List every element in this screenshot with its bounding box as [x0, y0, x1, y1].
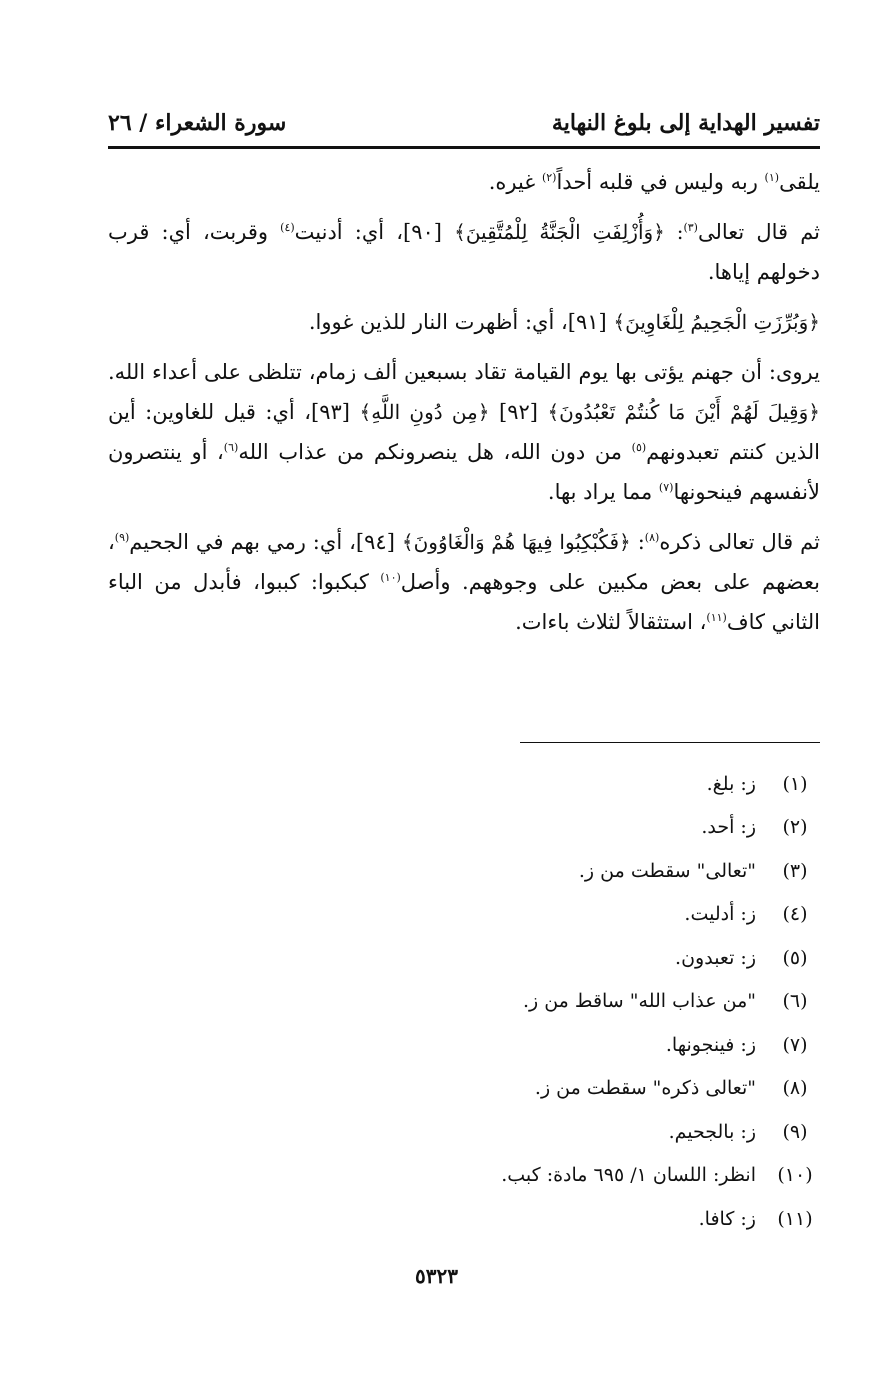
- footnote-number: (٩): [782, 1120, 808, 1143]
- footnote-number: (٨): [782, 1077, 808, 1100]
- footnote-text: "تعالى ذكره" سقطت من ز.: [534, 1077, 756, 1100]
- paragraph-1: يلقى$^{(١)}$ ربه وليس في قلبه أحداً$^{(٢)}$ غيره.: [488, 170, 820, 194]
- footnote-number: (٥): [782, 946, 808, 969]
- quran-verse: ﴿وَبُرِّزَتِ الْجَحِيمُ لِلْغَاوِينَ﴾: [613, 310, 820, 334]
- footnote-ref: (١١): [706, 611, 727, 624]
- footnote-number: (٤): [782, 903, 808, 926]
- footnote-text: ز: تعبدون.: [675, 946, 756, 969]
- footnote-item: [108, 762, 820, 806]
- footnote-text: ز: بالجحيم.: [668, 1120, 756, 1143]
- footnote-item: [108, 936, 820, 980]
- footnote-text: "تعالى" سقطت من ز.: [578, 859, 756, 882]
- footnote-text: ز: كافا.: [698, 1207, 756, 1230]
- quran-verse: ﴿فَكُبْكِبُوا فِيهَا هُمْ وَالْغَاوُونَ﴾: [401, 530, 631, 554]
- paragraph-5: ثم قال تعالى ذكره$^{(٨)}$: ﴿فَكُبْكِبُوا فِيهَا هُمْ وَالْغَاوُونَ﴾ [٩٤]، أي: رمي بهم في الجحيم$^{(٩)}$، بعضهم على بعض مكبين على وجوههم. وأصل$^{(١٠)}$ كبكبوا: كببوا، فأبدل من الباء الثاني كاف$^{(١١)}$، استثقالاً لثلاث باءات.: [108, 530, 820, 634]
- footnote-item: [108, 1067, 820, 1111]
- paragraph-4: يروى: أن جهنم يؤتى بها يوم القيامة تقاد بسبعين ألف زمام، تتلظى على أعداء الله. ﴿وَقِيلَ لَهُمْ أَيْنَ مَا كُنتُمْ تَعْبُدُونَ﴾ [٩٢] ﴿مِن دُونِ اللَّهِ﴾ [٩٣]، أي: قيل للغاوين: أين الذين كنتم تعبدونهم$^{(٥)}$ من دون الله، هل ينصرونكم من عذاب الله$^{(٦)}$، أو ينتصرون لأنفسهم فينحونها$^{(٧)}$ مما يراد بها.: [108, 360, 821, 504]
- footnote-number: (٣): [782, 859, 808, 882]
- footnotes: [108, 762, 820, 1241]
- footnote-ref: (٥): [631, 441, 647, 454]
- footnote-text: ز: أحد.: [701, 816, 756, 839]
- quran-verse: : ﴿وَأُزْلِفَتِ الْجَنَّةُ لِلْمُتَّقِينَ﴾: [454, 220, 684, 244]
- paragraph-3: ﴿وَبُرِّزَتِ الْجَحِيمُ لِلْغَاوِينَ﴾ [٩١]، أي: أظهرت النار للذين غووا.: [308, 310, 820, 334]
- footnote-text: ز: أدليت.: [684, 903, 756, 926]
- footnote-item: [108, 980, 820, 1024]
- footnote-item: [108, 893, 820, 937]
- footnote-text: ز: بلغ.: [706, 772, 756, 795]
- book-title: تفسير الهداية إلى بلوغ النهاية: [551, 110, 820, 136]
- footnote-number: (٢): [782, 816, 808, 839]
- paragraph-2: ثم قال تعالى$^{(٣)}$: ﴿وَأُزْلِفَتِ الْجَنَّةُ لِلْمُتَّقِينَ﴾ [٩٠]، أي: أدنيت$^{(٤)}$ وقربت، أي: قرب دخولهم إياها.: [108, 220, 821, 284]
- footnote-ref: (٧): [658, 481, 674, 494]
- footnote-text: انظر: اللسان ١/ ٦٩٥ مادة: كبب.: [501, 1164, 756, 1187]
- footnote-item: [108, 806, 820, 850]
- footnote-ref: (٩): [114, 531, 130, 544]
- surah-label: سورة الشعراء / ٢٦: [108, 110, 287, 136]
- footnote-ref: (٣): [683, 221, 698, 234]
- footnote-number: (٧): [782, 1033, 808, 1056]
- footnote-item: [108, 1110, 820, 1154]
- page-number: ٥٣٢٣: [415, 1264, 458, 1288]
- footnote-divider: [520, 742, 820, 743]
- header-divider: [108, 146, 820, 149]
- footnote-ref: (٦): [223, 441, 239, 454]
- footnote-ref: (٨): [644, 531, 660, 544]
- footnote-item: [108, 1154, 820, 1198]
- footnote-ref: (٤): [280, 221, 295, 234]
- footnote-item: [108, 849, 820, 893]
- footnote-text: "من عذاب الله" ساقط من ز.: [522, 990, 756, 1013]
- footnote-item: [108, 1197, 820, 1241]
- footnote-number: (١٠): [777, 1164, 813, 1187]
- footnote-number: (٦): [782, 990, 808, 1013]
- footnote-number: (١): [782, 772, 808, 795]
- footnote-ref: (١): [764, 171, 780, 184]
- footnote-ref: (١٠): [380, 571, 401, 584]
- footnote-ref: (٢): [541, 171, 557, 184]
- footnote-item: [108, 1023, 820, 1067]
- quran-verse: ﴿وَقِيلَ لَهُمْ أَيْنَ مَا كُنتُمْ تَعْبُدُونَ﴾: [547, 400, 820, 424]
- running-header: [108, 96, 820, 136]
- quran-verse: ﴿مِن دُونِ اللَّهِ﴾: [359, 400, 490, 424]
- footnote-number: (١١): [777, 1207, 813, 1230]
- main-text: [108, 162, 820, 652]
- footnote-text: ز: فينجونها.: [665, 1033, 756, 1056]
